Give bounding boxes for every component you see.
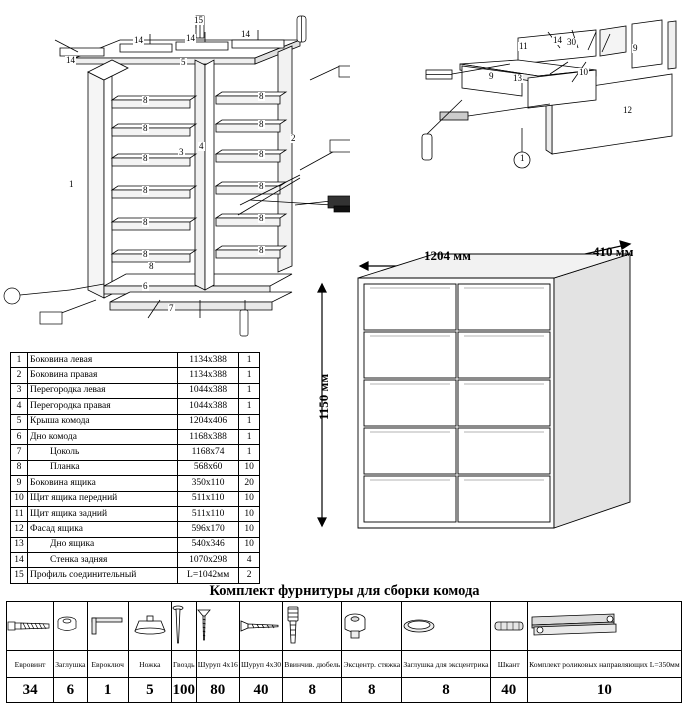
part-name: Фасад ящика bbox=[28, 522, 178, 537]
kit-icon-cell bbox=[283, 602, 342, 651]
table-row bbox=[11, 429, 260, 444]
euroscrew-icon bbox=[7, 618, 53, 634]
kit-icons-row bbox=[7, 602, 682, 651]
part-size: 1044x388 bbox=[177, 399, 238, 414]
callout-8-k: 8 bbox=[259, 213, 264, 223]
callout-8-f: 8 bbox=[143, 249, 148, 259]
part-index: 8 bbox=[11, 460, 28, 475]
kit-item-count: 40 bbox=[239, 678, 282, 703]
kit-item-name: Эксцентр. стяжка bbox=[342, 651, 402, 678]
hardware-kit-title: Комплект фурнитуры для сборки комода bbox=[209, 583, 480, 599]
part-qty: 20 bbox=[239, 476, 260, 491]
part-size: 540x346 bbox=[177, 537, 238, 552]
part-qty: 10 bbox=[239, 522, 260, 537]
kit-item-name: Шуруп 4х16 bbox=[196, 651, 239, 678]
part-name: Крыша комода bbox=[28, 414, 178, 429]
drawer-callout-11: 11 bbox=[519, 41, 528, 51]
hexkey-icon bbox=[88, 613, 128, 639]
table-row bbox=[11, 353, 260, 368]
part-name: Боковина левая bbox=[28, 353, 178, 368]
kit-icon-cell bbox=[239, 602, 282, 651]
callout-14-c: 14 bbox=[186, 33, 195, 43]
kit-item-name: Евроключ bbox=[87, 651, 128, 678]
part-index: 14 bbox=[11, 553, 28, 568]
part-qty: 1 bbox=[239, 445, 260, 460]
hardware-kit-table bbox=[6, 601, 682, 703]
table-row bbox=[11, 414, 260, 429]
part-name: Боковина ящика bbox=[28, 476, 178, 491]
callout-8-a: 8 bbox=[143, 95, 148, 105]
part-name: Планка bbox=[28, 460, 178, 475]
part-qty: 1 bbox=[239, 399, 260, 414]
part-qty: 2 bbox=[239, 568, 260, 583]
table-row bbox=[11, 506, 260, 521]
kit-item-name: Гвоздь bbox=[171, 651, 196, 678]
dimension-depth: 410 мм bbox=[593, 244, 634, 259]
kit-item-name: Ввинчив. дюбель bbox=[283, 651, 342, 678]
drawer-callout-14: 14 bbox=[553, 35, 562, 45]
drawer-exploded-svg bbox=[400, 8, 689, 173]
part-name: Перегородка правая bbox=[28, 399, 178, 414]
part-size: 1168x74 bbox=[177, 445, 238, 460]
callout-8-l: 8 bbox=[259, 245, 264, 255]
part-index: 10 bbox=[11, 491, 28, 506]
drawer-callout-9-right: 9 bbox=[633, 43, 638, 53]
cabinet-exploded-diagram bbox=[0, 0, 350, 345]
part-index: 3 bbox=[11, 383, 28, 398]
part-size: 350x110 bbox=[177, 476, 238, 491]
part-index: 7 bbox=[11, 445, 28, 460]
part-qty: 10 bbox=[239, 537, 260, 552]
part-name: Боковина правая bbox=[28, 368, 178, 383]
kit-item-count: 8 bbox=[342, 678, 402, 703]
callout-15: 15 bbox=[194, 15, 203, 25]
callout-8-g: 8 bbox=[259, 91, 264, 101]
callout-14-d: 14 bbox=[241, 29, 250, 39]
part-qty: 1 bbox=[239, 353, 260, 368]
callout-8-c: 8 bbox=[143, 153, 148, 163]
kit-icon-cell bbox=[490, 602, 527, 651]
part-size: 1070x298 bbox=[177, 553, 238, 568]
table-row bbox=[11, 460, 260, 475]
kit-icon-cell bbox=[54, 602, 87, 651]
nail-icon bbox=[172, 605, 184, 647]
cam-icon bbox=[342, 611, 368, 641]
callout-14-a: 14 bbox=[66, 55, 75, 65]
table-row bbox=[11, 568, 260, 583]
product-view bbox=[300, 238, 689, 568]
drawer-callout-30: 30 bbox=[567, 37, 576, 47]
part-index: 6 bbox=[11, 429, 28, 444]
part-qty: 1 bbox=[239, 414, 260, 429]
callout-1: 1 bbox=[69, 179, 74, 189]
part-index: 13 bbox=[11, 537, 28, 552]
part-size: 1204x406 bbox=[177, 414, 238, 429]
kit-item-count: 8 bbox=[402, 678, 490, 703]
kit-item-name: Евровинт bbox=[7, 651, 54, 678]
kit-icon-cell bbox=[7, 602, 54, 651]
screw-long-icon bbox=[240, 618, 280, 634]
dimension-height: 1150 мм bbox=[316, 373, 331, 420]
part-size: 1168x388 bbox=[177, 429, 238, 444]
kit-item-name: Шкант bbox=[490, 651, 527, 678]
cap-icon bbox=[54, 614, 80, 638]
part-qty: 10 bbox=[239, 506, 260, 521]
kit-item-count: 6 bbox=[54, 678, 87, 703]
table-row bbox=[11, 383, 260, 398]
callout-5: 5 bbox=[181, 57, 186, 67]
kit-item-count: 8 bbox=[283, 678, 342, 703]
part-qty: 10 bbox=[239, 460, 260, 475]
part-size: 596x170 bbox=[177, 522, 238, 537]
drawer-callout-13: 13 bbox=[513, 73, 522, 83]
callout-8-b: 8 bbox=[143, 123, 148, 133]
kit-counts-row bbox=[7, 678, 682, 703]
slides-icon bbox=[528, 611, 620, 641]
drawer-callout-1: 1 bbox=[520, 153, 525, 163]
dowel-wood-icon bbox=[491, 618, 527, 634]
kit-item-name: Комплект роликовых направляющих L=350мм bbox=[527, 651, 681, 678]
part-qty: 1 bbox=[239, 429, 260, 444]
part-name: Цоколь bbox=[28, 445, 178, 460]
part-size: 1134x388 bbox=[177, 353, 238, 368]
foot-icon bbox=[129, 615, 171, 637]
part-name: Профиль соединительный bbox=[28, 568, 178, 583]
part-name: Перегородка левая bbox=[28, 383, 178, 398]
part-size: L=1042мм bbox=[177, 568, 238, 583]
table-row bbox=[11, 476, 260, 491]
kit-item-name: Заглушка bbox=[54, 651, 87, 678]
table-row bbox=[11, 537, 260, 552]
kit-names-row bbox=[7, 651, 682, 678]
kit-item-count: 100 bbox=[171, 678, 196, 703]
table-row bbox=[11, 445, 260, 460]
callout-3: 3 bbox=[179, 147, 184, 157]
part-size: 1044x388 bbox=[177, 383, 238, 398]
kit-item-count: 80 bbox=[196, 678, 239, 703]
callout-4: 4 bbox=[199, 141, 204, 151]
kit-icon-cell bbox=[171, 602, 196, 651]
cam-cap-icon bbox=[402, 618, 436, 634]
callout-8-i: 8 bbox=[259, 149, 264, 159]
drawer-callout-12: 12 bbox=[623, 105, 632, 115]
part-index: 4 bbox=[11, 399, 28, 414]
dowel-icon bbox=[283, 605, 303, 647]
part-index: 12 bbox=[11, 522, 28, 537]
product-svg bbox=[300, 238, 689, 568]
callout-7: 7 bbox=[169, 303, 174, 313]
kit-item-name: Заглушка для эксцентрика bbox=[402, 651, 490, 678]
part-name: Дно ящика bbox=[28, 537, 178, 552]
kit-icon-cell bbox=[128, 602, 171, 651]
kit-icon-cell bbox=[527, 602, 681, 651]
table-row bbox=[11, 553, 260, 568]
part-name: Щит ящика передний bbox=[28, 491, 178, 506]
cabinet-exploded-svg bbox=[0, 0, 350, 345]
part-size: 511x110 bbox=[177, 491, 238, 506]
part-index: 5 bbox=[11, 414, 28, 429]
kit-icon-cell bbox=[402, 602, 490, 651]
part-index: 15 bbox=[11, 568, 28, 583]
table-row bbox=[11, 399, 260, 414]
drawer-callout-9-left: 9 bbox=[489, 71, 494, 81]
kit-item-count: 40 bbox=[490, 678, 527, 703]
kit-item-count: 1 bbox=[87, 678, 128, 703]
callout-14-b: 14 bbox=[134, 35, 143, 45]
dimension-width: 1204 мм bbox=[424, 248, 471, 263]
callout-8-d: 8 bbox=[143, 185, 148, 195]
kit-icon-cell bbox=[342, 602, 402, 651]
callout-8-j: 8 bbox=[259, 181, 264, 191]
part-name: Дно комода bbox=[28, 429, 178, 444]
parts-table bbox=[10, 352, 260, 584]
part-index: 11 bbox=[11, 506, 28, 521]
part-name: Стенка задняя bbox=[28, 553, 178, 568]
part-size: 511x110 bbox=[177, 506, 238, 521]
kit-item-name: Ножка bbox=[128, 651, 171, 678]
callout-8-m: 8 bbox=[149, 261, 154, 271]
part-size: 1134x388 bbox=[177, 368, 238, 383]
drawer-exploded-diagram bbox=[400, 8, 689, 173]
kit-item-count: 5 bbox=[128, 678, 171, 703]
callout-8-h: 8 bbox=[259, 119, 264, 129]
part-qty: 1 bbox=[239, 383, 260, 398]
part-name: Щит ящика задний bbox=[28, 506, 178, 521]
callout-8-e: 8 bbox=[143, 217, 148, 227]
kit-item-name: Шуруп 4х30 bbox=[239, 651, 282, 678]
callout-2: 2 bbox=[291, 133, 296, 143]
callout-6: 6 bbox=[143, 281, 148, 291]
screw-icon bbox=[197, 606, 211, 646]
table-row bbox=[11, 368, 260, 383]
part-qty: 4 bbox=[239, 553, 260, 568]
part-index: 1 bbox=[11, 353, 28, 368]
part-index: 2 bbox=[11, 368, 28, 383]
part-size: 568x60 bbox=[177, 460, 238, 475]
part-index: 9 bbox=[11, 476, 28, 491]
table-row bbox=[11, 491, 260, 506]
kit-icon-cell bbox=[87, 602, 128, 651]
kit-item-count: 10 bbox=[527, 678, 681, 703]
kit-item-count: 34 bbox=[7, 678, 54, 703]
part-qty: 10 bbox=[239, 491, 260, 506]
table-row bbox=[11, 522, 260, 537]
part-qty: 1 bbox=[239, 368, 260, 383]
kit-icon-cell bbox=[196, 602, 239, 651]
drawer-callout-10: 10 bbox=[579, 67, 588, 77]
